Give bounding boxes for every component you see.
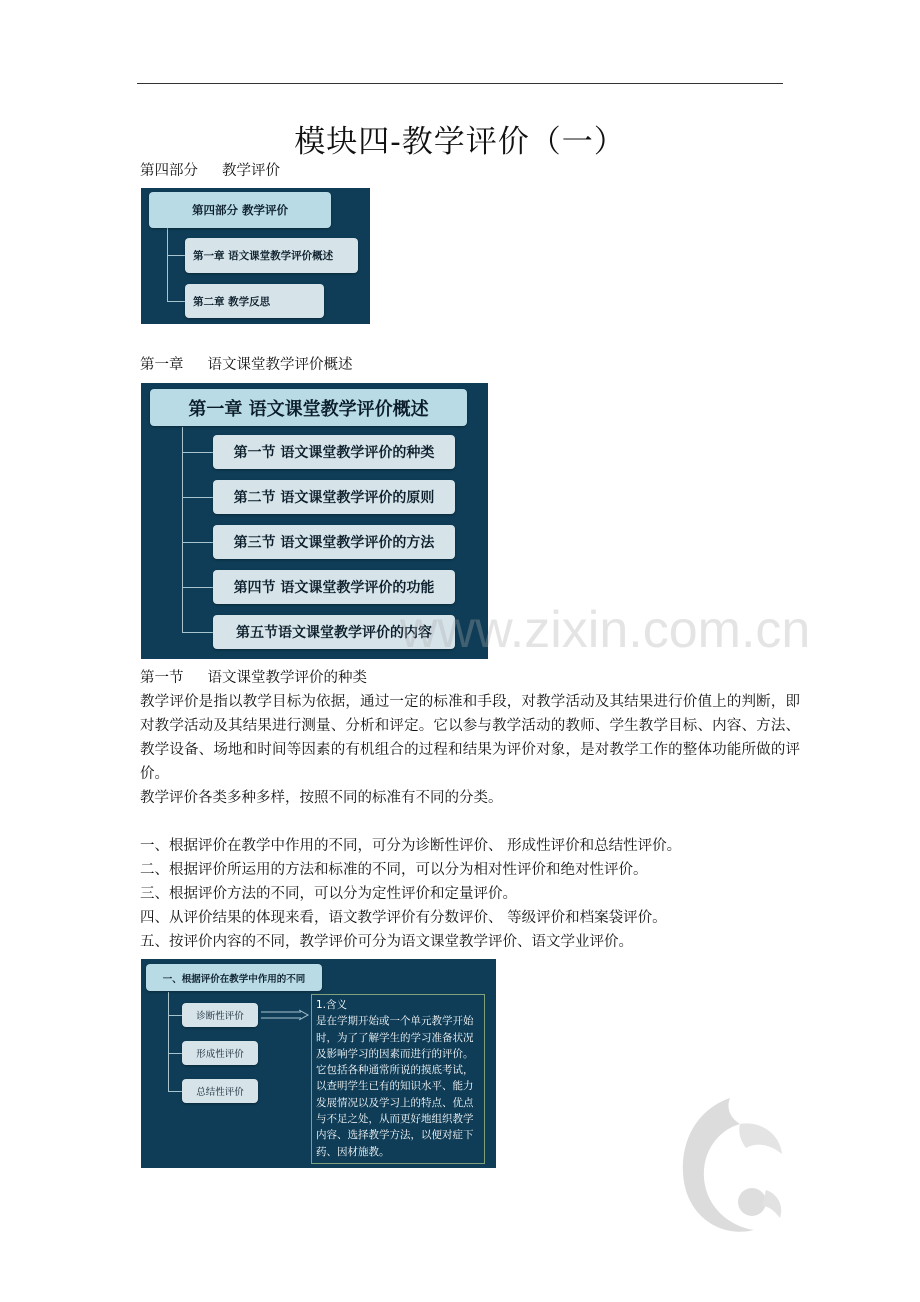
list-item: 二、根据评价所运用的方法和标准的不同，可以分为相对性评价和绝对性评价。 xyxy=(140,862,648,878)
tree-connector xyxy=(168,1053,182,1054)
section-label: 第一节 xyxy=(140,670,184,686)
list-item: 四、从评价结果的体现来看，语文教学评价有分数评价、 等级评价和档案袋评价。 xyxy=(140,910,667,926)
arrow-right-icon xyxy=(261,1009,311,1021)
diagram-child-node: 第二节 语文课堂教学评价的原则 xyxy=(213,480,455,514)
tree-connector xyxy=(182,427,183,633)
evaluation-type-diagram xyxy=(141,959,496,1168)
diagram-child-node: 第二章 教学反思 xyxy=(185,284,324,318)
detail-title: 1.含义 xyxy=(316,999,348,1011)
chapter-label: 第一章 xyxy=(140,357,184,373)
diagram-child-node: 第五节语文课堂教学评价的内容 xyxy=(213,615,455,649)
diagram-child-node: 第三节 语文课堂教学评价的方法 xyxy=(213,525,455,559)
tree-connector xyxy=(168,1091,182,1092)
diagram-child-node: 形成性评价 xyxy=(182,1041,258,1065)
diagram-child-node: 第一节 语文课堂教学评价的种类 xyxy=(213,435,455,469)
diagram-root-node: 一、根据评价在教学中作用的不同 xyxy=(146,964,322,991)
body-paragraph: 教学评价是指以教学目标为依据，通过一定的标准和手段，对教学活动及其结果进行价值上的判断，即对教学活动及其结果进行测量、分析和评定。它以参与教学活动的教师、学生教学目标、内容、方法、教学设备、场地和时间等因素的有机组合的过程和结果为评价对象，是对教学工作的整体功能所做的评价。 xyxy=(140,694,800,782)
tree-connector xyxy=(167,228,168,302)
diagram-child-node: 总结性评价 xyxy=(182,1079,258,1103)
tree-connector xyxy=(167,255,185,256)
section-heading xyxy=(140,666,367,690)
body-paragraph: 教学评价各类多种多样，按照不同的标准有不同的分类。 xyxy=(140,790,503,806)
diagram-root-node: 第一章 语文课堂教学评价概述 xyxy=(150,389,467,426)
part-heading xyxy=(140,159,280,183)
tree-connector xyxy=(182,587,213,588)
tree-connector xyxy=(182,542,213,543)
diagram-root-node: 第四部分 教学评价 xyxy=(149,192,331,228)
tree-connector xyxy=(182,497,213,498)
part-text: 教学评价 xyxy=(222,163,280,179)
header-rule xyxy=(137,83,783,84)
section-text: 语文课堂教学评价的种类 xyxy=(207,670,367,686)
diagram-child-node: 第四节 语文课堂教学评价的功能 xyxy=(213,570,455,604)
diagram-child-node: 诊断性评价 xyxy=(182,1003,258,1027)
chapter-heading xyxy=(140,353,353,377)
tree-connector xyxy=(182,632,213,633)
watermark: www.zixin.com.cn xyxy=(400,601,811,659)
list-item: 一、根据评价在教学中作用的不同，可分为诊断性评价、 形成性评价和总结性评价。 xyxy=(140,838,682,854)
dolphin-logo-icon xyxy=(670,1090,790,1240)
list-item: 三、根据评价方法的不同，可以分为定性评价和定量评价。 xyxy=(140,886,517,902)
detail-textbox xyxy=(311,994,485,1164)
chapter-text: 语文课堂教学评价概述 xyxy=(207,357,353,373)
detail-text: 是在学期开始或一个单元教学开始时，为了了解学生的学习准备状况及影响学习的因素而进行的评价。它包括各种通常所说的摸底考试，以查明学生已有的知识水平、能力发展情况以及学习上的特点、优点与不足之处，从而更好地组织教学内容、选择教学方法，以便对症下药、因材施教。 xyxy=(316,1015,474,1158)
page-title: 模块四-教学评价（一） xyxy=(294,124,626,160)
list-item: 五、按评价内容的不同，教学评价可分为语文课堂教学评价、语文学业评价。 xyxy=(140,934,633,950)
diagram-child-node: 第一章 语文课堂教学评价概述 xyxy=(185,238,358,273)
tree-connector xyxy=(167,301,185,302)
tree-connector xyxy=(168,992,169,1092)
tree-connector xyxy=(168,1015,182,1016)
part-outline-diagram xyxy=(141,188,370,324)
part-label: 第四部分 xyxy=(140,163,198,179)
tree-connector xyxy=(182,452,213,453)
